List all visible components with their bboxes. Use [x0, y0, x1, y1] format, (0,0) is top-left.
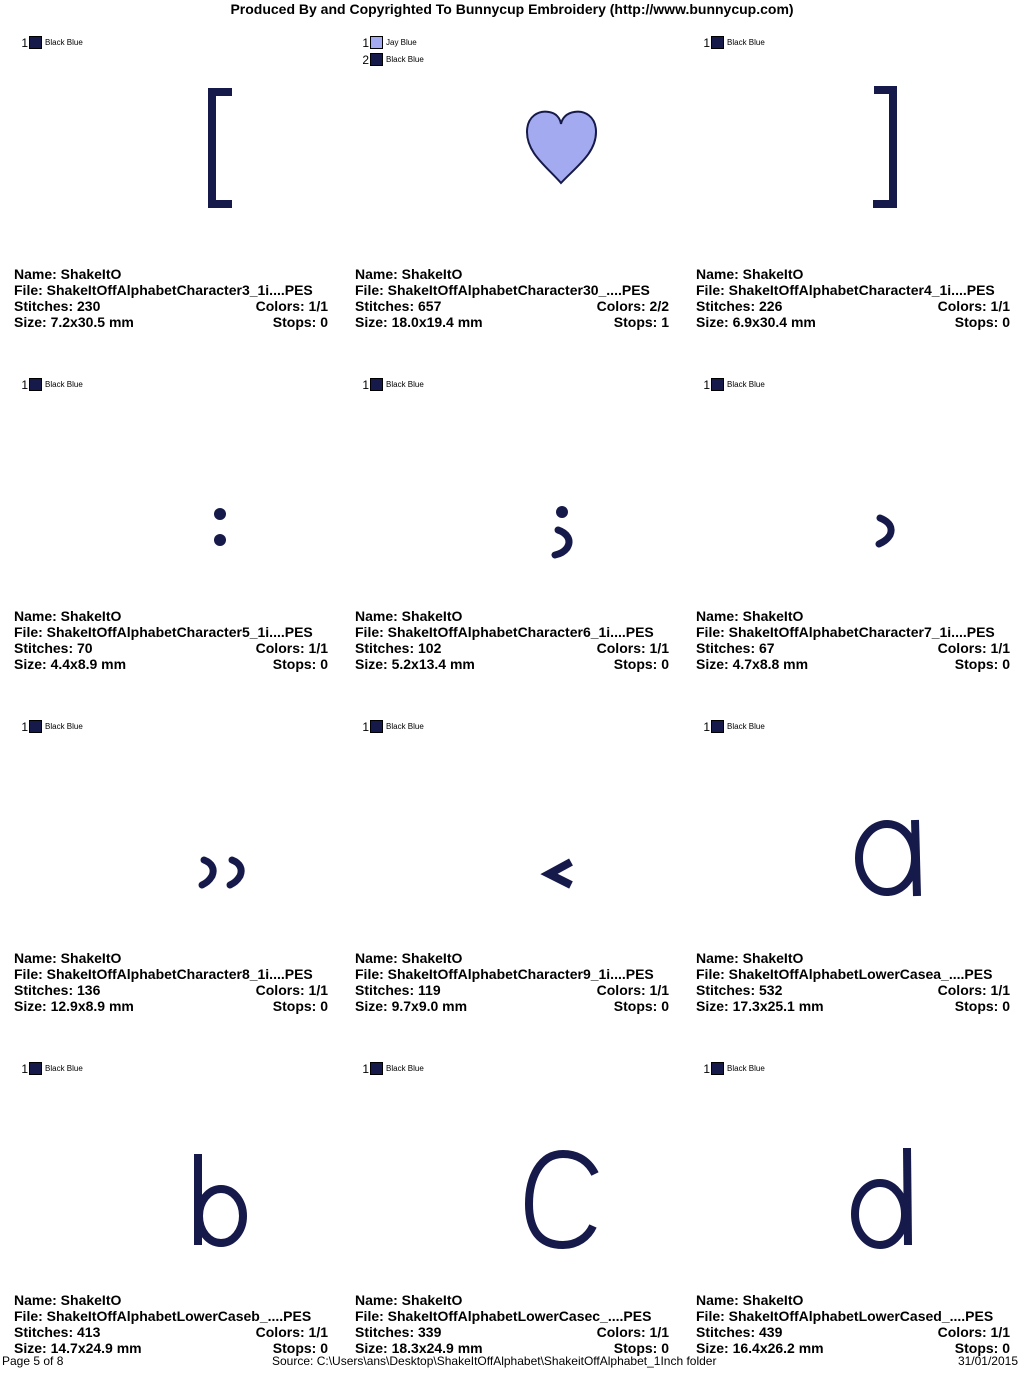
- design-stops: Stops: 0: [954, 1340, 1010, 1356]
- design-file: File: ShakeItOffAlphabetCharacter9_1i....PES: [355, 966, 654, 982]
- design-preview-d: [682, 1074, 1023, 1274]
- design-cell: [0, 8, 341, 350]
- design-colors: Colors: 1/1: [255, 982, 328, 998]
- design-size: Size: 12.9x8.9 mm: [14, 998, 134, 1014]
- design-info: [14, 608, 328, 672]
- design-cell: [682, 8, 1023, 350]
- design-colors: Colors: 1/1: [596, 640, 669, 656]
- thread-color-name: Jay Blue: [386, 38, 417, 47]
- design-cell: [341, 692, 682, 1034]
- design-size: Size: 7.2x30.5 mm: [14, 314, 134, 330]
- design-cell: [682, 1034, 1023, 1376]
- design-info: [696, 950, 1010, 1014]
- design-stitches: Stitches: 102: [355, 640, 442, 656]
- design-colors: Colors: 1/1: [255, 298, 328, 314]
- design-preview-a: [682, 732, 1023, 932]
- design-cell: [0, 350, 341, 692]
- design-stops: Stops: 0: [272, 656, 328, 672]
- design-size: Size: 16.4x26.2 mm: [696, 1340, 824, 1356]
- color-index: 2: [362, 52, 369, 67]
- design-stitches: Stitches: 119: [355, 982, 441, 998]
- thread-color-name: Black Blue: [727, 380, 765, 389]
- design-stitches: Stitches: 413: [14, 1324, 101, 1340]
- design-stitches: Stitches: 230: [14, 298, 101, 314]
- design-name: Name: ShakeItO: [696, 950, 804, 966]
- design-stops: Stops: 0: [613, 1340, 669, 1356]
- design-stops: Stops: 0: [272, 314, 328, 330]
- design-preview-c: [341, 1074, 682, 1274]
- design-info: [355, 266, 669, 330]
- design-info: [696, 266, 1010, 330]
- design-info: [14, 266, 328, 330]
- design-name: Name: ShakeItO: [14, 608, 122, 624]
- design-colors: Colors: 1/1: [937, 298, 1010, 314]
- design-info: [355, 950, 669, 1014]
- design-preview-b: [0, 1074, 341, 1274]
- thread-color-name: Black Blue: [45, 38, 83, 47]
- design-stitches: Stitches: 67: [696, 640, 775, 656]
- design-size: Size: 18.0x19.4 mm: [355, 314, 483, 330]
- design-preview-quote: [0, 732, 341, 932]
- design-info: [355, 608, 669, 672]
- design-cell: [0, 692, 341, 1034]
- design-cell: [341, 1034, 682, 1376]
- design-preview-less-than: [341, 732, 682, 932]
- page-header: Produced By and Copyrighted To Bunnycup Embroidery (http://www.bunnycup.com): [230, 1, 794, 17]
- design-stops: Stops: 0: [954, 998, 1010, 1014]
- design-name: Name: ShakeItO: [355, 608, 463, 624]
- design-stitches: Stitches: 70: [14, 640, 93, 656]
- thread-color-name: Black Blue: [386, 380, 424, 389]
- design-cell: [682, 692, 1023, 1034]
- design-colors: Colors: 1/1: [596, 982, 669, 998]
- design-size: Size: 9.7x9.0 mm: [355, 998, 468, 1014]
- design-file: File: ShakeItOffAlphabetCharacter4_1i....PES: [696, 282, 995, 298]
- design-stops: Stops: 0: [613, 998, 669, 1014]
- design-info: [355, 1292, 669, 1356]
- color-index: 1: [703, 1061, 710, 1076]
- design-name: Name: ShakeItO: [355, 266, 463, 282]
- design-name: Name: ShakeItO: [355, 950, 463, 966]
- design-preview-heart: [341, 48, 682, 248]
- design-stops: Stops: 0: [613, 656, 669, 672]
- design-stops: Stops: 1: [613, 314, 669, 330]
- color-index: 1: [703, 719, 710, 734]
- design-colors: Colors: 1/1: [937, 1324, 1010, 1340]
- thread-color-name: Black Blue: [727, 38, 765, 47]
- design-stops: Stops: 0: [272, 1340, 328, 1356]
- design-colors: Colors: 2/2: [596, 298, 669, 314]
- design-preview-left-bracket: [0, 48, 341, 248]
- design-name: Name: ShakeItO: [14, 950, 122, 966]
- design-size: Size: 17.3x25.1 mm: [696, 998, 824, 1014]
- color-index: 1: [21, 719, 28, 734]
- design-size: Size: 5.2x13.4 mm: [355, 656, 475, 672]
- design-file: File: ShakeItOffAlphabetCharacter30_....PES: [355, 282, 650, 298]
- color-index: 1: [703, 377, 710, 392]
- design-stops: Stops: 0: [954, 656, 1010, 672]
- design-cell: [682, 350, 1023, 692]
- design-name: Name: ShakeItO: [14, 1292, 122, 1308]
- design-preview-right-bracket: [682, 48, 1023, 248]
- design-size: Size: 6.9x30.4 mm: [696, 314, 816, 330]
- design-colors: Colors: 1/1: [937, 640, 1010, 656]
- design-stops: Stops: 0: [272, 998, 328, 1014]
- design-cell: [0, 1034, 341, 1376]
- design-cell: [341, 350, 682, 692]
- design-name: Name: ShakeItO: [696, 608, 804, 624]
- color-index: 1: [362, 35, 369, 50]
- design-preview-apostrophe: [682, 390, 1023, 590]
- design-stitches: Stitches: 532: [696, 982, 783, 998]
- design-size: Size: 4.4x8.9 mm: [14, 656, 127, 672]
- design-size: Size: 18.3x24.9 mm: [355, 1340, 483, 1356]
- color-index: 1: [362, 1061, 369, 1076]
- design-stitches: Stitches: 439: [696, 1324, 783, 1340]
- color-index: 1: [362, 719, 369, 734]
- design-name: Name: ShakeItO: [696, 266, 804, 282]
- color-index: 1: [21, 1061, 28, 1076]
- page-footer: [0, 1353, 1024, 1370]
- design-file: File: ShakeItOffAlphabetCharacter6_1i....PES: [355, 624, 654, 640]
- design-size: Size: 4.7x8.8 mm: [696, 656, 809, 672]
- design-colors: Colors: 1/1: [255, 640, 328, 656]
- thread-color-name: Black Blue: [45, 722, 83, 731]
- design-stops: Stops: 0: [954, 314, 1010, 330]
- design-file: File: ShakeItOffAlphabetLowerCasec_....PES: [355, 1308, 652, 1324]
- thread-color-name: Black Blue: [45, 1064, 83, 1073]
- design-info: [696, 1292, 1010, 1356]
- print-date: 31/01/2015: [957, 1354, 1018, 1368]
- design-file: File: ShakeItOffAlphabetLowerCased_....PES: [696, 1308, 994, 1324]
- color-index: 1: [21, 35, 28, 50]
- design-file: File: ShakeItOffAlphabetLowerCasea_....PES: [696, 966, 993, 982]
- design-stitches: Stitches: 226: [696, 298, 783, 314]
- design-stitches: Stitches: 136: [14, 982, 101, 998]
- thread-color-name: Black Blue: [386, 1064, 424, 1073]
- thread-color-name: Black Blue: [727, 722, 765, 731]
- design-name: Name: ShakeItO: [14, 266, 122, 282]
- design-info: [14, 1292, 328, 1356]
- source-path: Source: C:\Users\ans\Desktop\ShakeItOffAlphabet\ShakeitOffAlphabet_1Inch folder: [272, 1354, 717, 1368]
- page-number: Page 5 of 8: [2, 1354, 64, 1368]
- thread-color-name: Black Blue: [386, 55, 424, 64]
- thread-color-name: Black Blue: [45, 380, 83, 389]
- color-index: 1: [703, 35, 710, 50]
- color-index: 1: [362, 377, 369, 392]
- design-colors: Colors: 1/1: [255, 1324, 328, 1340]
- design-colors: Colors: 1/1: [937, 982, 1010, 998]
- thread-color-name: Black Blue: [727, 1064, 765, 1073]
- design-cell: [341, 8, 682, 350]
- design-info: [696, 608, 1010, 672]
- design-name: Name: ShakeItO: [696, 1292, 804, 1308]
- thread-color-name: Black Blue: [386, 722, 424, 731]
- design-name: Name: ShakeItO: [355, 1292, 463, 1308]
- design-file: File: ShakeItOffAlphabetCharacter5_1i....PES: [14, 624, 313, 640]
- design-stitches: Stitches: 339: [355, 1324, 442, 1340]
- design-file: File: ShakeItOffAlphabetCharacter3_1i....PES: [14, 282, 313, 298]
- design-preview-colon: [0, 390, 341, 590]
- design-stitches: Stitches: 657: [355, 298, 442, 314]
- design-info: [14, 950, 328, 1014]
- design-preview-semicolon: [341, 390, 682, 590]
- design-size: Size: 14.7x24.9 mm: [14, 1340, 142, 1356]
- design-file: File: ShakeItOffAlphabetCharacter8_1i....PES: [14, 966, 313, 982]
- design-file: File: ShakeItOffAlphabetLowerCaseb_....PES: [14, 1308, 312, 1324]
- design-colors: Colors: 1/1: [596, 1324, 669, 1340]
- color-index: 1: [21, 377, 28, 392]
- design-file: File: ShakeItOffAlphabetCharacter7_1i....PES: [696, 624, 995, 640]
